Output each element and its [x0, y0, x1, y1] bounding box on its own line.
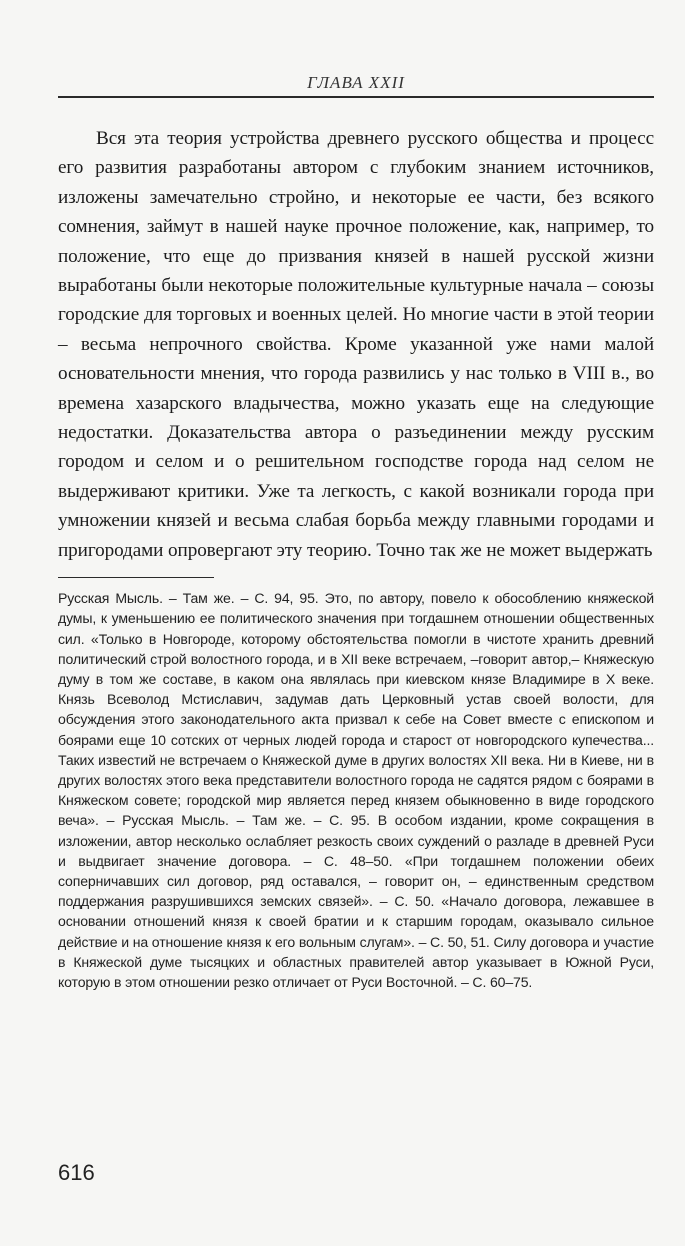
- main-paragraph: Вся эта теория устройства древнего русского общества и процесс его развития разработаны автором с глубоким знанием источников, изложены замечательно стройно, и некоторые ее части, без всякого сомнения, займут в нашей науке прочное положение, как, например, то положение, что еще до призвания князей в нашей русской жизни выработаны были некоторые положительные культурные начала – союзы городские для торговых и военных целей. Но многие части в этой теории – весьма непрочного свойства. Кроме указанной уже нами малой основательности мнения, что города развились у нас только в VIII в., во времена хазарского владычества, можно указать еще на следующие недостатки. Доказательства автора о разъединении между русским городом и селом и о решительном господстве города над селом не выдерживают критики. Уже та легкость, с какой возникали города при умножении князей и весьма слабая борьба между главными городами и пригородами опровергают эту теорию. Точно так же не может выдержать: [58, 128, 654, 561]
- page-number: 616: [58, 1160, 95, 1185]
- running-head: ГЛАВА XXII: [307, 73, 405, 92]
- footnote: Русская Мысль. – Там же. – С. 94, 95. Это, по автору, повело к обособлению княжеской думы, к уменьшению ее политического значения при тогдашнем отношении общественных сил. «Только в Новгороде, которому обстоятельства помогли в чистоте хранить древний политический строй волостного города, и в XII веке встречаем, –говорит автор,– Княжескую думу в том же составе, в каком она являлась при киевском князе Владимире в X веке. Князь Всеволод Мстиславич, задумав дать Церковный устав своей волости, для обсуждения этого законодательного акта призвал к себе на Совет вместе с епископом и боярами еще 10 сотских от черных людей города и старост от новгородского купечества... Таких известий не встречаем о Княжеской думе в других волостях XII века. Ни в Киеве, ни в других волостях этого века представители волостного города не садятся рядом с боярами в Княжеском совете; городской мир является перед князем обыкновенно в виде городского веча». – Русская Мысль. – Там же. – С. 95. В особом издании, кроме сокращения в изложении, автор несколько ослабляет резкость своих суждений о разладе в древней Руси и выдвигает значение договора. – С. 48–50. «При тогдашнем положении обеих соперничавших сил договор, ряд оставался, – говорит он, – единственным средством поддержания разрушившихся земских связей». – С. 50. «Начало договора, лежавшее в основании отношений князя к своей братии и к старшим городам, оказывало сильное действие и на отношение князя к его вольным слугам». – С. 50, 51. Силу договора и участие в Княжеской думе тысяцких и областных правителей автор указывает в Южной Руси, которую в этом отношении резко отличает от Руси Восточной. – С. 60–75.: [58, 590, 654, 990]
- header-rule: [58, 96, 654, 98]
- book-page: [58, 72, 654, 992]
- footnote-rule: [58, 577, 214, 578]
